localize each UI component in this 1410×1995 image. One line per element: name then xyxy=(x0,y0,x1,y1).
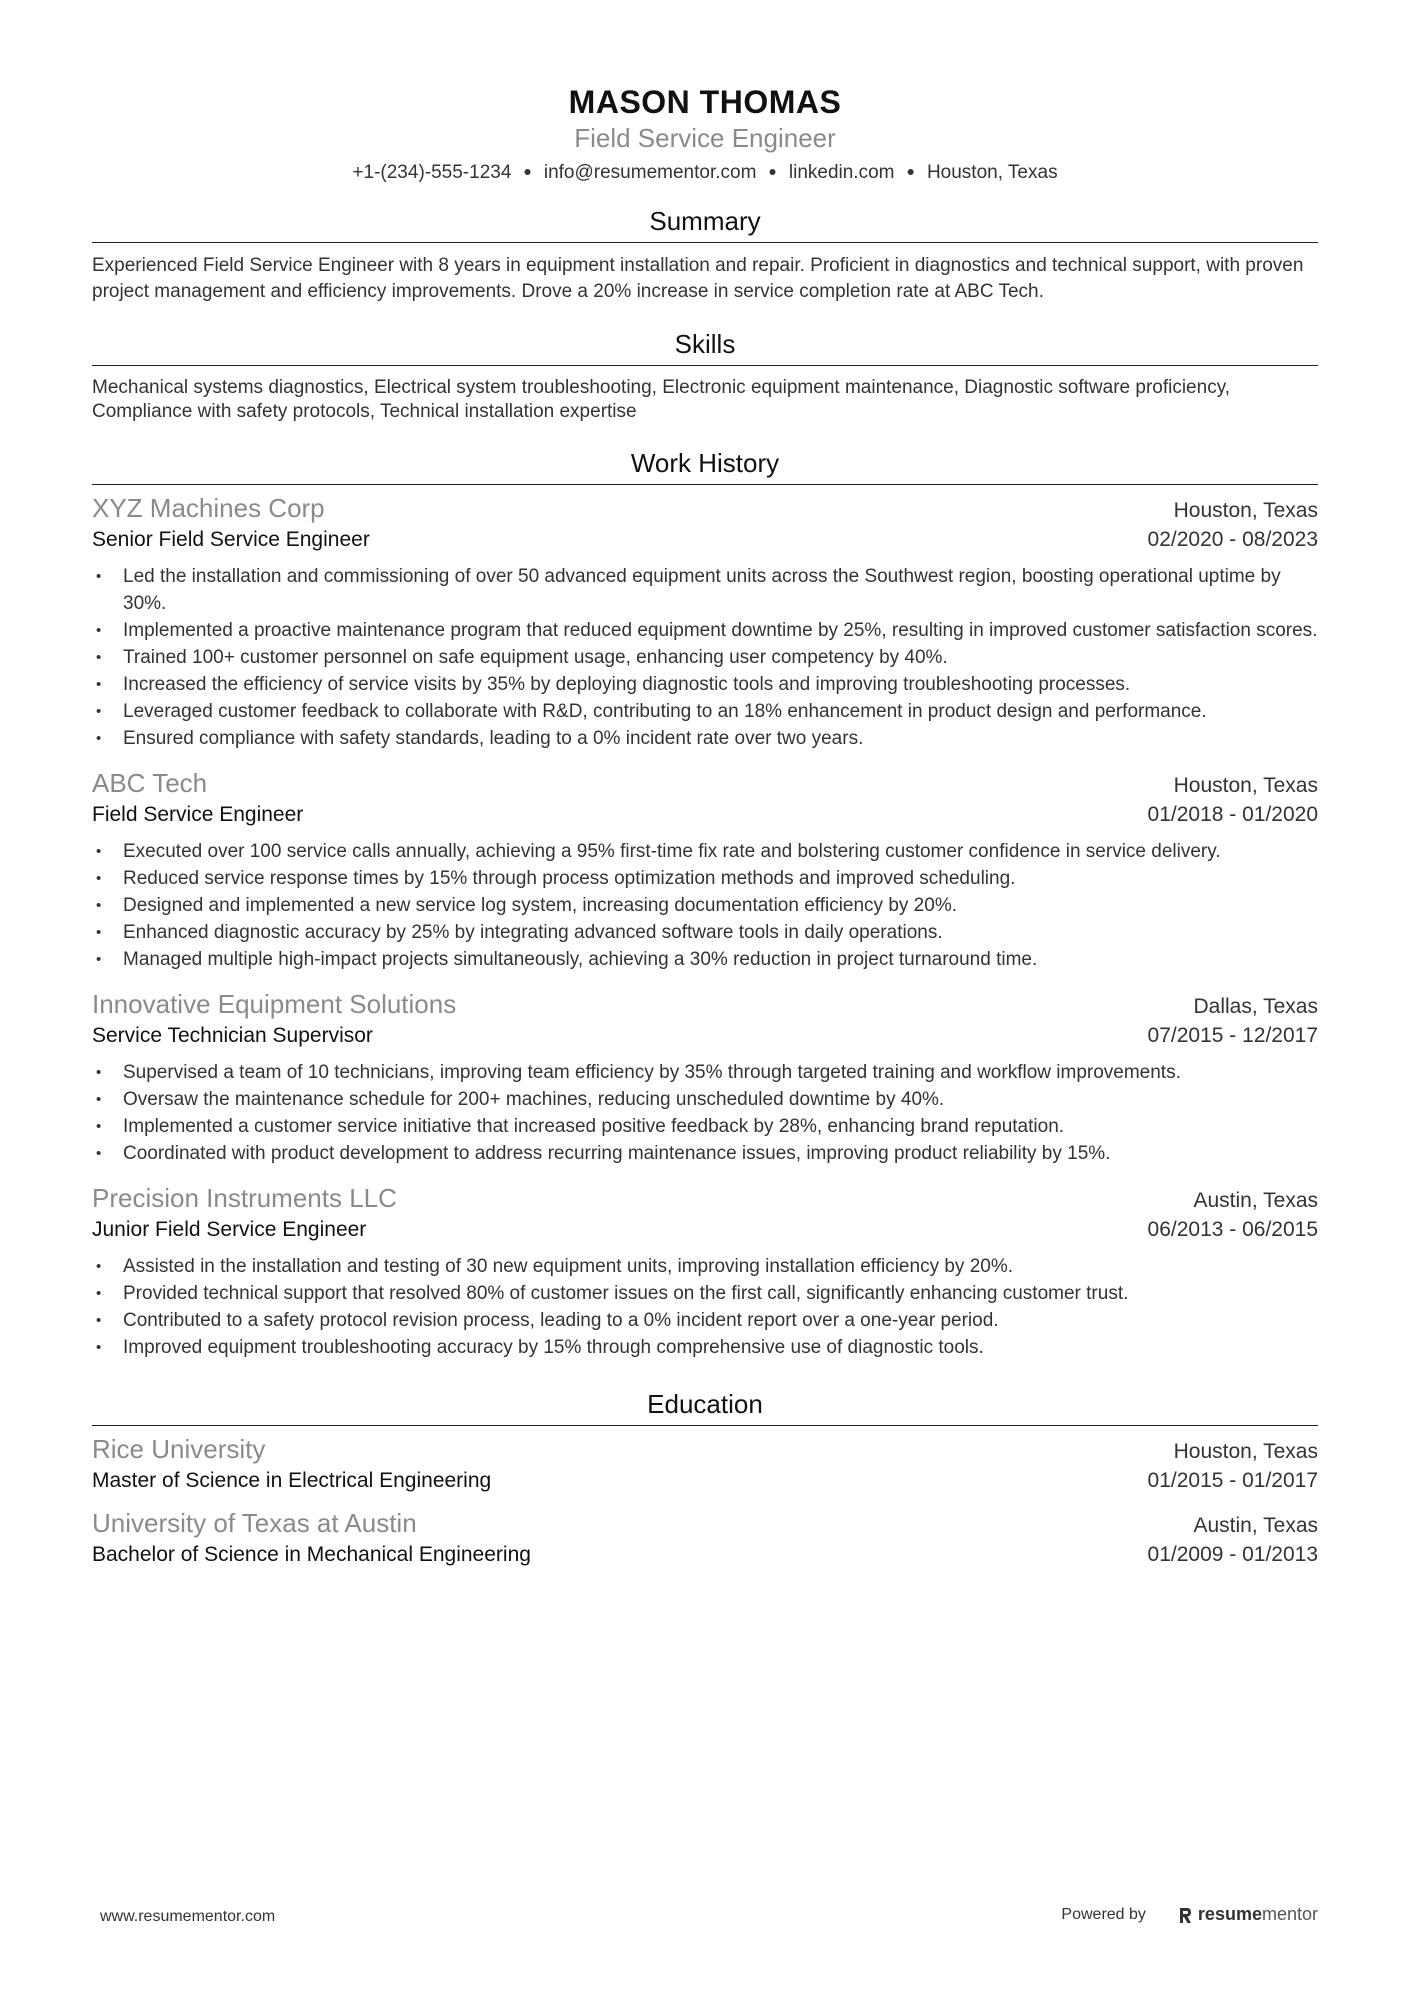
job-company: ABC Tech xyxy=(92,768,208,798)
job-bullet: • Reduced service response times by 15% through process optimization methods and improved scheduling. xyxy=(92,865,1318,892)
contact-location: Houston, Texas xyxy=(926,162,1058,183)
candidate-name: MASON THOMAS xyxy=(568,84,842,120)
work-history-heading: Work History xyxy=(92,446,1318,485)
job-company: Precision Instruments LLC xyxy=(92,1183,397,1213)
job-dates: 02/2020 - 08/2023 xyxy=(1147,528,1318,551)
job-company: Innovative Equipment Solutions xyxy=(92,989,457,1019)
resume-page xyxy=(92,0,1318,1570)
job-bullet: • Supervised a team of 10 technicians, improving team efficiency by 35% through targeted training and workflow improvements. xyxy=(92,1059,1318,1086)
job-location: Houston, Texas xyxy=(1173,499,1318,522)
contact-phone: +1-(234)-555-1234 xyxy=(352,162,512,183)
summary-section xyxy=(92,204,1318,305)
job-dates: 06/2013 - 06/2015 xyxy=(1147,1218,1318,1241)
job-bullet: • Designed and implemented a new service log system, increasing documentation efficiency by 20%. xyxy=(92,892,1318,919)
resumementor-logo-icon xyxy=(1178,1906,1192,1924)
skills-text: Mechanical systems diagnostics, Electrical system troubleshooting, Electronic equipment maintenance, Diagnostic software proficiency, Compliance with safety protocols, Technical installation expertise xyxy=(92,377,1231,422)
job-location: Houston, Texas xyxy=(1173,774,1318,797)
skills-section xyxy=(92,327,1318,424)
job-company: XYZ Machines Corp xyxy=(92,493,325,523)
job-bullet: • Coordinated with product development to address recurring maintenance issues, improving product reliability by 15%. xyxy=(92,1140,1318,1167)
education-degree: Bachelor of Science in Mechanical Engineering xyxy=(92,1543,531,1566)
education-section xyxy=(92,1387,1318,1570)
education-degree: Master of Science in Electrical Engineering xyxy=(92,1469,492,1492)
job-bullets xyxy=(92,838,1318,973)
education-dates: 01/2015 - 01/2017 xyxy=(1147,1469,1318,1492)
job-bullet: • Trained 100+ customer personnel on safe equipment usage, enhancing user competency by 40%. xyxy=(92,644,1318,671)
candidate-title: Field Service Engineer xyxy=(574,123,836,153)
separator-dot-icon: ● xyxy=(523,163,532,179)
job-dates: 07/2015 - 12/2017 xyxy=(1147,1024,1318,1047)
job-entry xyxy=(92,1181,1318,1361)
resumementor-logo[interactable] xyxy=(1178,1904,1318,1925)
job-bullet: • Managed multiple high-impact projects simultaneously, achieving a 30% reduction in project turnaround time. xyxy=(92,946,1318,973)
job-bullet: • Implemented a customer service initiative that increased positive feedback by 28%, enhancing brand reputation. xyxy=(92,1113,1318,1140)
footer-website[interactable]: www.resumementor.com xyxy=(100,1908,276,1925)
contact-linkedin[interactable]: linkedin.com xyxy=(788,162,895,183)
education-location: Houston, Texas xyxy=(1173,1440,1318,1463)
work-history-section xyxy=(92,446,1318,1361)
job-bullets xyxy=(92,1059,1318,1167)
job-bullet: • Provided technical support that resolved 80% of customer issues on the first call, significantly enhancing customer trust. xyxy=(92,1280,1318,1307)
education-dates: 01/2009 - 01/2013 xyxy=(1147,1543,1318,1566)
job-bullets xyxy=(92,1253,1318,1361)
job-bullet: • Leveraged customer feedback to collaborate with R&D, contributing to an 18% enhancement in product design and performance. xyxy=(92,698,1318,725)
separator-dot-icon: ● xyxy=(906,163,915,179)
brand-light: mentor xyxy=(1261,1904,1318,1924)
job-role: Field Service Engineer xyxy=(92,803,304,826)
job-bullet: • Assisted in the installation and testing of 30 new equipment units, improving installation efficiency by 20%. xyxy=(92,1253,1318,1280)
contact-email[interactable]: info@resumementor.com xyxy=(543,162,757,183)
job-location: Dallas, Texas xyxy=(1193,995,1318,1018)
resume-header xyxy=(92,0,1318,186)
job-bullet: • Ensured compliance with safety standards, leading to a 0% incident rate over two years. xyxy=(92,725,1318,752)
job-bullet: • Enhanced diagnostic accuracy by 25% by integrating advanced software tools in daily operations. xyxy=(92,919,1318,946)
job-bullet: • Increased the efficiency of service visits by 35% by deploying diagnostic tools and improving troubleshooting processes. xyxy=(92,671,1318,698)
job-location: Austin, Texas xyxy=(1193,1189,1318,1212)
job-role: Junior Field Service Engineer xyxy=(92,1218,367,1241)
brand-bold: resume xyxy=(1197,1904,1262,1924)
education-location: Austin, Texas xyxy=(1193,1514,1318,1537)
education-entry xyxy=(92,1432,1318,1496)
job-entry xyxy=(92,987,1318,1167)
job-bullets xyxy=(92,563,1318,752)
job-bullet: • Implemented a proactive maintenance program that reduced equipment downtime by 25%, resulting in improved customer satisfaction scores. xyxy=(92,617,1318,644)
summary-text: Experienced Field Service Engineer with 8 years in equipment installation and repair. Proficient in diagnostics and technical support, with proven project management and efficiency improvements. Drove a 20% increase in service completion rate at ABC Tech. xyxy=(92,255,1304,302)
separator-dot-icon: ● xyxy=(768,163,777,179)
job-role: Service Technician Supervisor xyxy=(92,1024,373,1047)
powered-by-label: Powered by xyxy=(1061,1905,1146,1923)
contact-line xyxy=(92,158,1318,186)
job-entry xyxy=(92,491,1318,752)
summary-heading: Summary xyxy=(92,204,1318,243)
job-bullet: • Improved equipment troubleshooting accuracy by 15% through comprehensive use of diagnostic tools. xyxy=(92,1334,1318,1361)
education-school: Rice University xyxy=(92,1434,266,1464)
job-bullet: • Executed over 100 service calls annually, achieving a 95% first-time fix rate and bolstering customer confidence in service delivery. xyxy=(92,838,1318,865)
skills-heading: Skills xyxy=(92,327,1318,366)
education-entry xyxy=(92,1506,1318,1570)
job-bullet: • Contributed to a safety protocol revision process, leading to a 0% incident report over a one-year period. xyxy=(92,1307,1318,1334)
job-bullet: • Led the installation and commissioning of over 50 advanced equipment units across the Southwest region, boosting operational uptime by 30%. xyxy=(92,563,1318,617)
job-entry xyxy=(92,766,1318,973)
footer-powered-by xyxy=(1061,1904,1318,1925)
job-dates: 01/2018 - 01/2020 xyxy=(1147,803,1318,826)
education-heading: Education xyxy=(92,1387,1318,1426)
education-school: University of Texas at Austin xyxy=(92,1508,417,1538)
job-role: Senior Field Service Engineer xyxy=(92,528,370,551)
job-bullet: • Oversaw the maintenance schedule for 200+ machines, reducing unscheduled downtime by 40%. xyxy=(92,1086,1318,1113)
